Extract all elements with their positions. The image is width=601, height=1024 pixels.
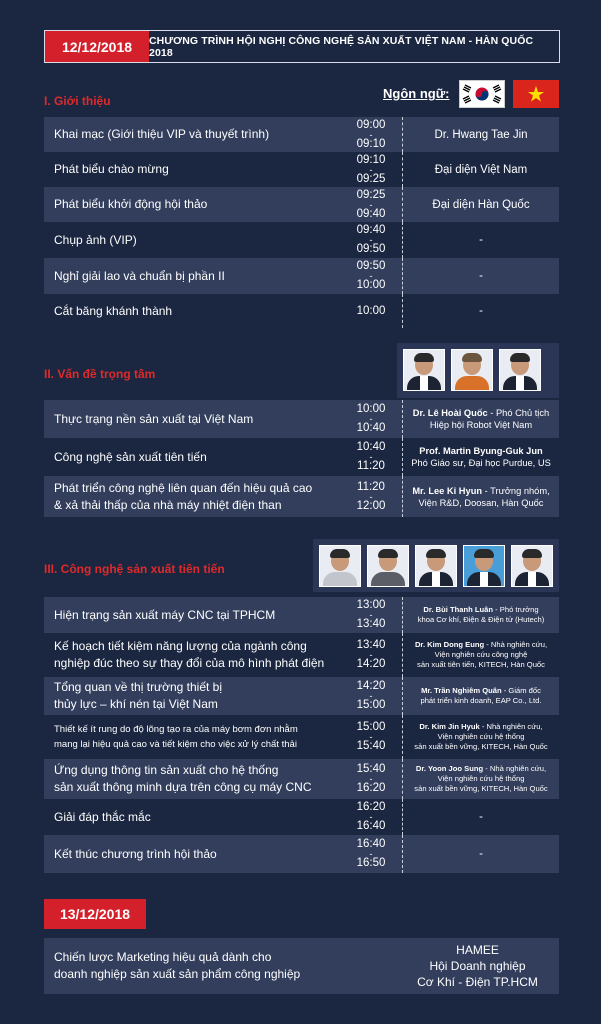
session-speaker: Dr. Hwang Tae Jin <box>402 117 559 152</box>
section2-speaker-photos <box>397 343 559 398</box>
session-title: Thiết kế ít rung do độ lõng tạo ra của máy bơm đơn nhằm <box>54 724 298 735</box>
session-speaker: Dr. Bùi Thanh Luân - Phó trưởng khoa Cơ khí, Điện & Điện tử (Hutech) <box>402 597 559 633</box>
table-row <box>44 759 559 799</box>
table-row <box>44 258 559 294</box>
session-title: Nghỉ giải lao và chuẩn bị phần II <box>54 268 225 283</box>
table-row <box>44 152 559 187</box>
session-time: 09:10 - 09:25 <box>356 153 386 185</box>
session-speaker: Dr. Kim Jin Hyuk - Nhà nghiên cứu, Viện nghiên cứu hệ thống sản xuất bền vững, KITECH, Hàn Quốc <box>402 715 559 759</box>
session-time: 16:20 - 16:40 <box>356 801 386 832</box>
language-label: Ngôn ngữ: <box>383 86 450 101</box>
session-title: Phát triển công nghệ liên quan đến hiệu quả cao <box>54 480 313 495</box>
session-title-line2: & xả thải thấp của nhà máy nhiệt điện than <box>54 497 282 512</box>
session-speaker: - <box>402 835 559 873</box>
session-time: 09:50 - 10:00 <box>356 260 386 291</box>
section3-title: III. Công nghệ sản xuất tiên tiến <box>44 562 225 576</box>
session-title: Chụp ảnh (VIP) <box>54 232 137 247</box>
speaker-photo <box>499 349 541 391</box>
table-row <box>44 677 559 715</box>
session-speaker: Dr. Lê Hoài Quốc - Phó Chủ tịch Hiệp hội Robot Việt Nam <box>402 400 559 438</box>
speaker-photo <box>415 545 457 587</box>
session-speaker: Prof. Martin Byung-Guk Jun Phó Giáo sư, Đại học Purdue, US <box>402 438 559 476</box>
session-speaker: Đại diện Hàn Quốc <box>402 187 559 222</box>
korean-flag-icon[interactable] <box>459 80 505 108</box>
table-row <box>44 633 559 677</box>
session-time: 10:40 - 11:20 <box>356 441 386 472</box>
session-time: 09:40 - 09:50 <box>356 224 386 255</box>
section2-title: II. Vấn đề trọng tâm <box>44 367 156 381</box>
speaker-photo <box>463 545 505 587</box>
table-row <box>44 715 559 759</box>
session-speaker: - <box>402 222 559 258</box>
table-row <box>44 476 559 517</box>
table-row <box>44 938 559 994</box>
section1-title: I. Giới thiệu <box>44 94 111 108</box>
session-speaker: - <box>402 799 559 835</box>
program-title: CHƯƠNG TRÌNH HỘI NGHỊ CÔNG NGHỆ SẢN XUẤT VIỆT NAM - HÀN QUỐC 2018 <box>149 34 534 59</box>
session-title: Tổng quan về thị trường thiết bị <box>54 680 222 694</box>
table-row <box>44 187 559 222</box>
session-title: Cắt băng khánh thành <box>54 303 173 318</box>
session-title-line2: sản xuất thông minh dựa trên công cụ máy CNC <box>54 780 312 794</box>
session-time: 13:00 - 13:40 <box>356 599 386 630</box>
day1-date: 12/12/2018 <box>45 31 149 62</box>
session-time: 09:00 - 09:10 <box>356 118 386 150</box>
speaker-photo <box>511 545 553 587</box>
session-title: Ứng dụng thông tin sản xuất cho hệ thống <box>54 763 279 777</box>
day1-header <box>44 30 560 63</box>
session-time: 15:00 - 15:40 <box>356 721 386 752</box>
session-time: 13:40 - 14:20 <box>356 639 386 670</box>
table-row <box>44 835 559 873</box>
session-speaker: - <box>402 294 559 328</box>
session-title: Chiến lược Marketing hiệu quả dành cho <box>54 950 272 964</box>
table-row <box>44 222 559 258</box>
speaker-photo <box>403 349 445 391</box>
session-title: Thực trạng nền sản xuất tại Việt Nam <box>54 411 254 426</box>
session-title: Khai mạc (Giới thiệu VIP và thuyết trình) <box>54 127 270 141</box>
session-time: 10:00 <box>356 304 386 317</box>
session-time: 09:25 - 09:40 <box>356 188 386 220</box>
table-row <box>44 117 559 152</box>
session-title-line2: thủy lực – khí nén tại Việt Nam <box>54 697 218 711</box>
session-speaker: Mr. Trần Nghiêm Quân - Giám đốc phát triển kinh doanh, EAP Co., Ltd. <box>402 677 559 715</box>
session-title: Kế hoạch tiết kiệm năng lượng của ngành công <box>54 639 307 653</box>
session-title-line2: nghiệp đúc theo sự thay đổi của mô hình phát điện <box>54 656 325 670</box>
vietnam-flag-icon[interactable] <box>513 80 559 108</box>
session-time: 15:40 - 16:20 <box>356 763 386 794</box>
session-title: Phát biểu khởi động hội thảo <box>54 197 208 211</box>
session-title: Giải đáp thắc mắc <box>54 809 151 824</box>
table-row <box>44 438 559 476</box>
session-speaker: Dr. Kim Dong Eung - Nhà nghiên cứu, Viện nghiên cứu công nghệ sản xuất tiên tiến, KITECH, Hàn Quốc <box>402 633 559 677</box>
session-title: Phát biểu chào mừng <box>54 162 169 176</box>
session-speaker: HAMEE Hội Doanh nghiệp Cơ Khí - Điện TP.HCM <box>417 943 538 989</box>
session-speaker: Dr. Yoon Joo Sung - Nhà nghiên cứu, Viện nghiên cứu hệ thống sản xuất bền vững, KITECH, Hàn Quốc <box>402 759 559 799</box>
session-title-line2: doanh nghiệp sản xuất sản phẩm công nghiệp <box>54 967 301 981</box>
table-row <box>44 597 559 633</box>
day2-date: 13/12/2018 <box>44 899 146 929</box>
speaker-photo <box>451 349 493 391</box>
session-title: Công nghệ sản xuất tiên tiến <box>54 449 207 464</box>
speaker-photo <box>367 545 409 587</box>
session-time: 11:20 - 12:00 <box>356 480 386 512</box>
section3-speaker-photos <box>313 539 559 592</box>
session-time: 14:20 - 15:00 <box>356 680 386 711</box>
session-title: Hiện trạng sản xuất máy CNC tại TPHCM <box>54 607 276 622</box>
table-row <box>44 799 559 835</box>
session-title: Kết thúc chương trình hội thảo <box>54 846 217 861</box>
session-speaker: Mr. Lee Ki Hyun - Trưởng nhóm, Viện R&D, Doosan, Hàn Quốc <box>402 476 559 517</box>
session-time: 10:00 - 10:40 <box>356 403 386 434</box>
speaker-photo <box>319 545 361 587</box>
table-row <box>44 400 559 438</box>
table-row <box>44 294 559 328</box>
session-title-line2: mang lại hiệu quả cao và tiết kiệm cho việc xử lý chất thải <box>54 739 297 750</box>
session-speaker: Đại diện Việt Nam <box>402 152 559 187</box>
session-time: 16:40 - 16:50 <box>356 838 386 869</box>
session-speaker: - <box>402 258 559 294</box>
